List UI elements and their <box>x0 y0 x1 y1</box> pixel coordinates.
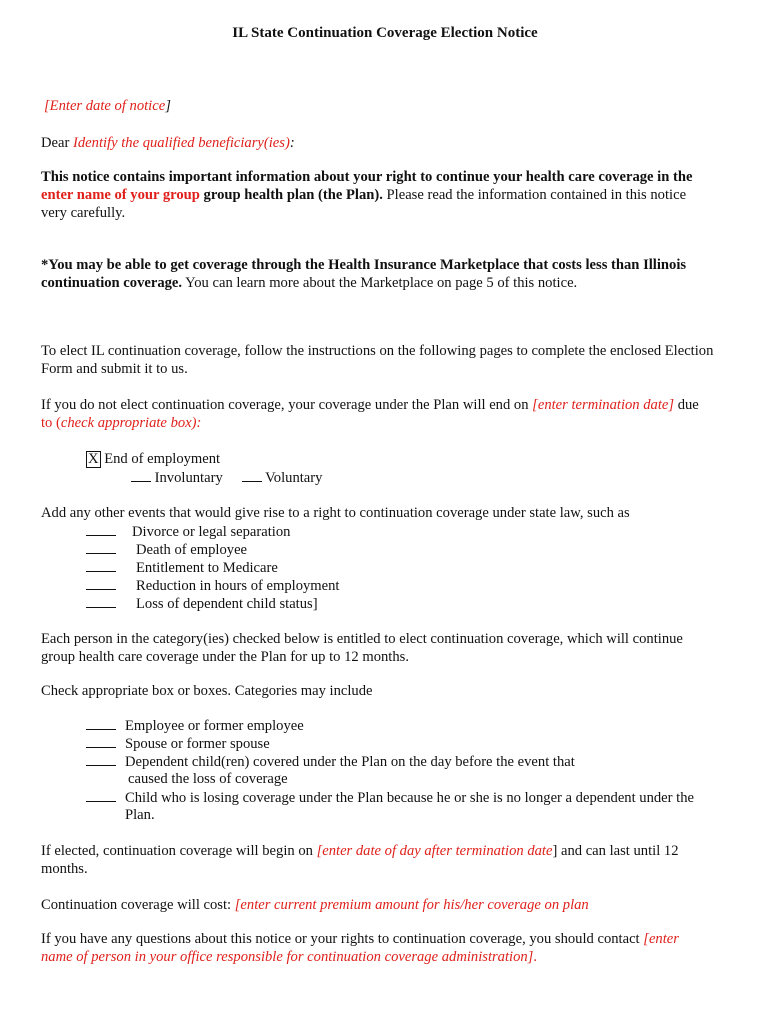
intro-plan-text: group health plan (the Plan). <box>199 187 383 203</box>
list-item <box>86 752 575 771</box>
involuntary-checkbox[interactable] <box>131 468 151 482</box>
termination-due: due <box>674 397 699 413</box>
begin-last: ] and can last until 12 <box>552 843 679 859</box>
elect-line-1: To elect IL continuation coverage, follow the instructions on the following pages to complete the enclosed Election <box>41 343 714 359</box>
event-checkbox[interactable] <box>86 522 116 536</box>
list-item <box>86 594 318 613</box>
category-label: Dependent child(ren) covered under the Plan on the day before the event that <box>125 754 575 770</box>
begin-line-2: months. <box>41 861 88 877</box>
event-checkbox[interactable] <box>86 576 116 590</box>
questions-text: If you have any questions about this notice or your rights to continuation coverage, you should contact <box>41 931 644 947</box>
event-checkbox[interactable] <box>86 558 116 572</box>
questions-line-2 <box>41 948 537 966</box>
intro-line-1: This notice contains important information about your right to continue your health care coverage in the <box>41 169 693 185</box>
beneficiary-colon: : <box>289 135 295 151</box>
questions-line-1 <box>41 930 679 948</box>
termination-date-placeholder: [enter termination date] <box>532 397 675 413</box>
end-of-employment-option[interactable] <box>86 450 220 468</box>
document-title: IL State Continuation Coverage Election Notice <box>232 25 538 41</box>
category-checkbox[interactable] <box>86 734 116 748</box>
list-item <box>86 734 270 753</box>
intro-read-text: Please read the information contained in this notice <box>382 187 687 203</box>
begin-text: If elected, continuation coverage will begin on <box>41 843 317 859</box>
category-label: Spouse or former spouse <box>125 736 270 752</box>
checked-checkbox[interactable]: X <box>88 451 99 467</box>
notice-date-line <box>44 97 171 115</box>
marketplace-bold: continuation coverage. <box>41 275 183 291</box>
elect-line-2: Form and submit it to us. <box>41 361 188 377</box>
list-item <box>86 558 278 577</box>
event-checkbox[interactable] <box>86 540 116 554</box>
termination-type-options <box>131 468 322 487</box>
termination-line-2 <box>41 414 201 432</box>
intro-line-2 <box>41 186 686 204</box>
end-employment-label: End of employment <box>100 451 221 467</box>
category-continuation: Plan. <box>125 807 155 823</box>
contact-placeholder-rest: name of person in your office responsible for continuation coverage administration] <box>41 949 534 965</box>
voluntary-label: Voluntary <box>261 470 323 486</box>
involuntary-label: Involuntary <box>151 470 223 486</box>
begin-date-placeholder: [enter date of day after termination date <box>316 843 553 859</box>
list-item <box>86 576 339 595</box>
category-line-2: group health care coverage under the Plan for up to 12 months. <box>41 649 409 665</box>
questions-end: . <box>533 949 538 965</box>
other-events-intro: Add any other events that would give rise to a right to continuation coverage under state law, such as <box>41 505 630 521</box>
intro-line-3: very carefully. <box>41 205 126 221</box>
event-label: Death of employee <box>136 542 248 558</box>
termination-text: If you do not elect continuation coverage, your coverage under the Plan will end on <box>41 397 533 413</box>
category-checkbox[interactable] <box>86 716 116 730</box>
marketplace-line-1: *You may be able to get coverage through the Health Insurance Marketplace that costs less than Illinois <box>41 257 687 273</box>
date-placeholder: [Enter date of notice <box>44 98 166 114</box>
list-item <box>86 522 290 541</box>
premium-placeholder: [enter current premium amount for his/her coverage on plan <box>234 897 589 913</box>
termination-line-1 <box>41 396 699 414</box>
category-label: Child who is losing coverage under the Plan because he or she is no longer a dependent under the <box>125 790 694 806</box>
list-item <box>86 788 694 807</box>
begin-line-1 <box>41 842 679 860</box>
group-name-placeholder: enter name of your group <box>41 187 200 203</box>
category-checkbox[interactable] <box>86 788 116 802</box>
termination-to: to ( <box>41 415 61 431</box>
salutation-line <box>41 134 295 152</box>
contact-placeholder-start: [enter <box>643 931 679 947</box>
salutation: Dear <box>41 135 74 151</box>
check-box-placeholder: check appropriate box): <box>60 415 202 431</box>
check-boxes-line: Check appropriate box or boxes. Categories may include <box>41 683 373 699</box>
event-checkbox[interactable] <box>86 594 116 608</box>
category-label: Employee or former employee <box>125 718 304 734</box>
category-line-1: Each person in the category(ies) checked below is entitled to elect continuation coverage, which will continue <box>41 631 683 647</box>
list-item <box>86 540 247 559</box>
beneficiary-placeholder: Identify the qualified beneficiary(ies) <box>73 135 290 151</box>
cost-label: Continuation coverage will cost: <box>41 897 235 913</box>
event-label: Entitlement to Medicare <box>136 560 278 576</box>
event-label: Divorce or legal separation <box>132 524 291 540</box>
voluntary-checkbox[interactable] <box>242 468 262 482</box>
event-label: Reduction in hours of employment <box>136 578 340 594</box>
marketplace-normal: You can learn more about the Marketplace on page 5 of this notice. <box>182 275 578 291</box>
category-checkbox[interactable] <box>86 752 116 766</box>
marketplace-line-2 <box>41 274 577 292</box>
category-continuation: caused the loss of coverage <box>128 771 288 787</box>
date-placeholder-close: ] <box>165 98 171 114</box>
event-label: Loss of dependent child status] <box>136 596 318 612</box>
cost-line <box>41 896 589 914</box>
list-item <box>86 716 304 735</box>
